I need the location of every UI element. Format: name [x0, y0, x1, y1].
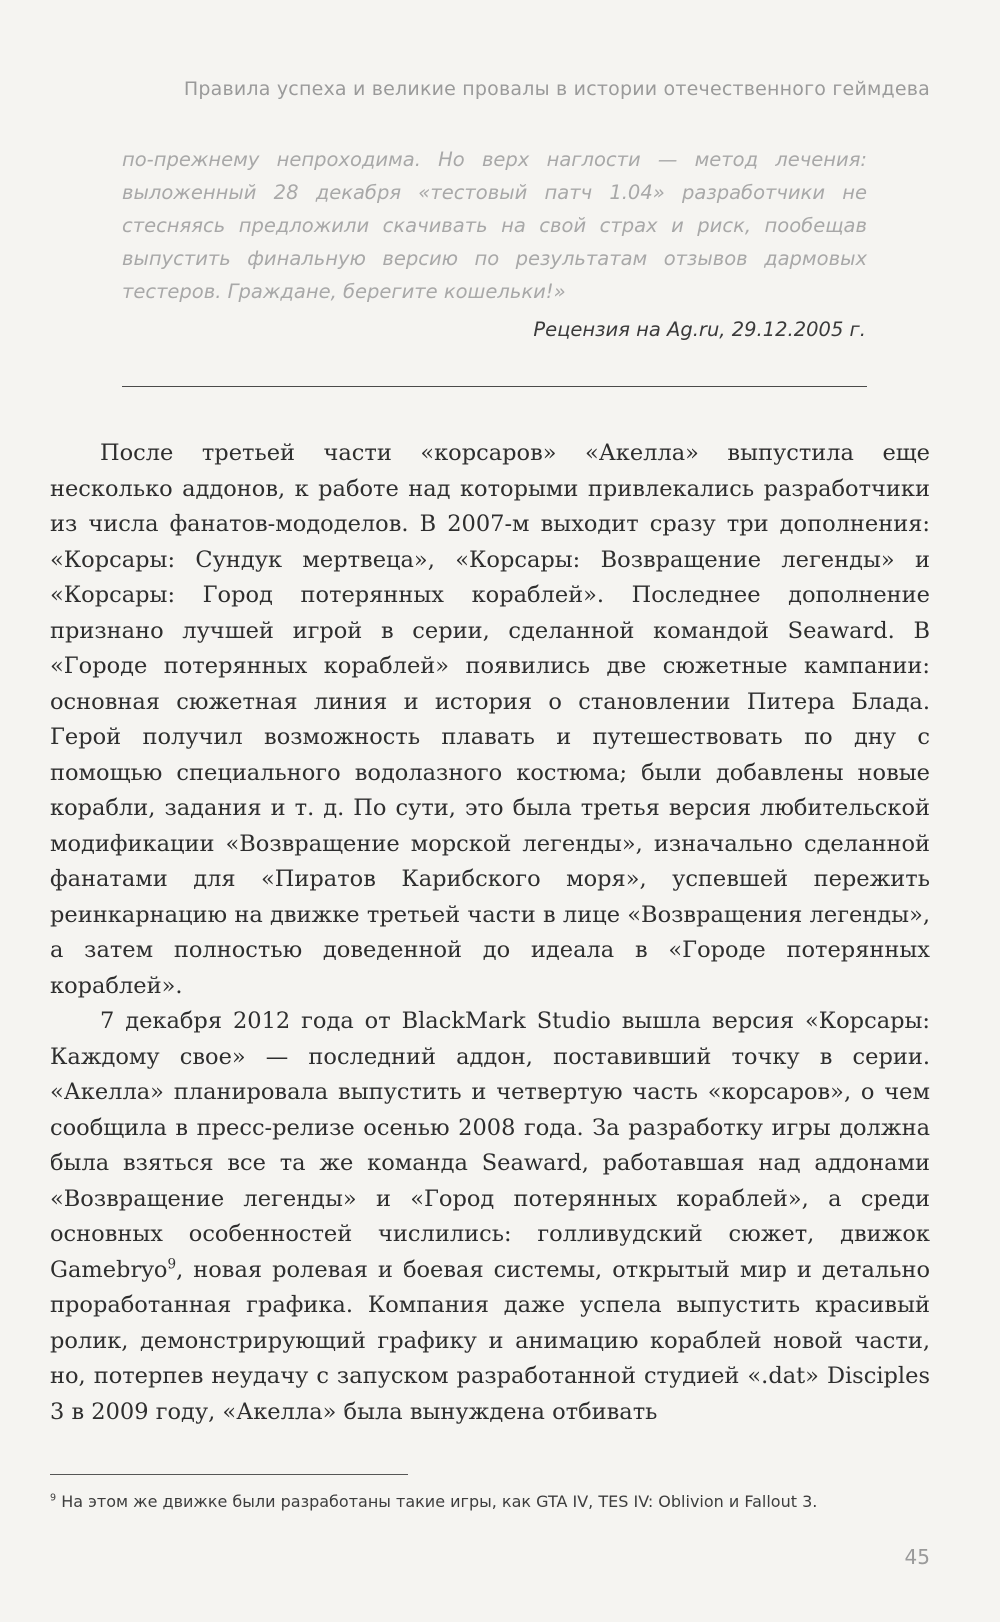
paragraph-2: [50, 1004, 930, 1430]
paragraph-2-part-1: 7 декабря 2012 года от BlackMark Studio вышла версия «Корсары: Каждому свое» — последний аддон, поставивший точку в серии. «Акелла» планировала выпустить и четвертую часть «корсаров», о чем сообщила в пресс-релизе осенью 2008 года. За разработку игры должна была взяться все та же команда Seaward, работавшая над аддонами «Возвращение легенды» и «Город потерянных кораблей», а среди основных особенностей числились: голливудский сюжет, движок Gamebryo: [50, 1008, 930, 1283]
quote-text: по-прежнему непроходима. Но верх наглости — метод лечения: выложенный 28 декабря «тестовый патч 1.04» разработчики не стесняясь предложили скачивать на свой страх и риск, пообещав выпустить финальную версию по результатам отзывов дармовых тестеров. Граждане, берегите кошельки!»: [122, 148, 867, 303]
footnote-text: На этом же движке были разработаны такие игры, как GTA IV, TES IV: Oblivion и Fallout 3.: [61, 1492, 818, 1511]
page-number: 45: [904, 1545, 930, 1569]
footnote-marker: 9: [50, 1492, 57, 1504]
footnote-reference: 9: [167, 1256, 177, 1272]
footnote: [50, 1492, 930, 1511]
quote-attribution: Рецензия на Ag.ru, 29.12.2005 г.: [533, 318, 866, 341]
running-header: Правила успеха и великие провалы в истории отечественного геймдева: [183, 78, 930, 100]
quote-divider: [122, 386, 867, 387]
footnote-divider: [50, 1474, 408, 1475]
main-text: [50, 436, 930, 1430]
paragraph-2-part-2: , новая ролевая и боевая системы, открытый мир и детально проработанная графика. Компания даже успела выпустить красивый ролик, демонстрирующий графику и анимацию кораблей новой части, но, потерпев неудачу с запуском разработанной студией «.dat» Disciples 3 в 2009 году, «Акелла» была вынуждена отбивать: [50, 1256, 930, 1425]
epigraph-quote: [122, 143, 867, 308]
paragraph-1: После третьей части «корсаров» «Акелла» выпустила еще несколько аддонов, к работе над которыми привлекались разработчики из числа фанатов-мододелов. В 2007-м выходит сразу три дополнения: «Корсары: Сундук мертвеца», «Корсары: Возвращение легенды» и «Корсары: Город потерянных кораблей». Последнее дополнение признано лучшей игрой в серии, сделанной командой Seaward. В «Городе потерянных кораблей» появились две сюжетные кампании: основная сюжетная линия и история о становлении Питера Блада. Герой получил возможность плавать и путешествовать по дну с помощью специального водолазного костюма; были добавлены новые корабли, задания и т. д. По сути, это была третья версия любительской модификации «Возвращение морской легенды», изначально сделанной фанатами для «Пиратов Карибского моря», успевшей пережить реинкарнацию на движке третьей части в лице «Возвращения легенды», а затем полностью доведенной до идеала в «Городе потерянных кораблей».: [50, 440, 930, 999]
